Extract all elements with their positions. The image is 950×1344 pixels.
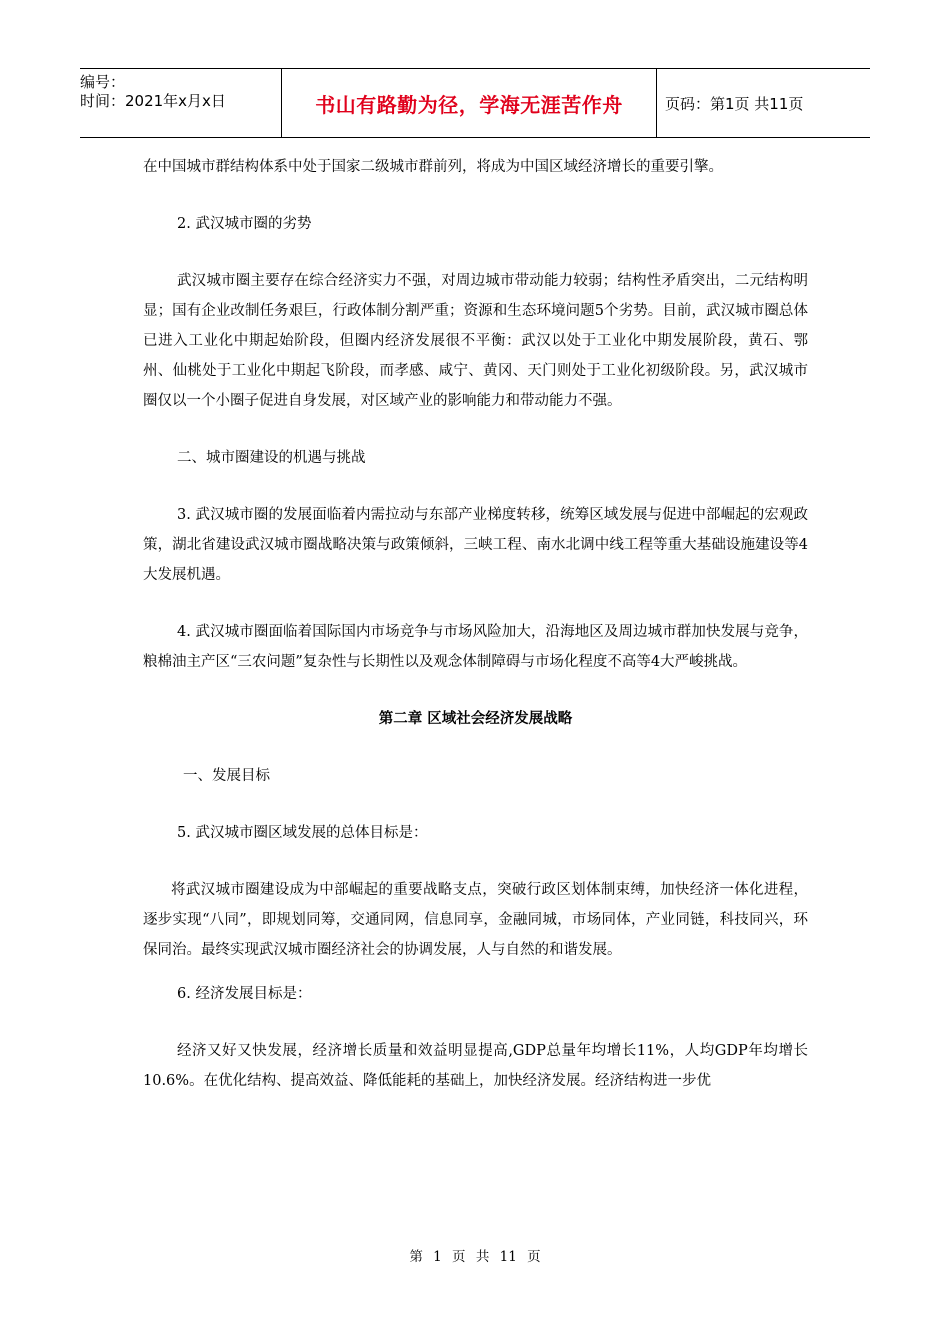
paragraph: 3. 武汉城市圈的发展面临着内需拉动与东部产业梯度转移，统筹区域发展与促进中部崛起的宏观政策，湖北省建设武汉城市圈战略决策与政策倾斜，三峡工程、南水北调中线工程等重大基础设施建设等4大发展机遇。: [143, 507, 808, 583]
section-heading: 一、发展目标: [183, 768, 270, 784]
section-heading: 5. 武汉城市圈区域发展的总体目标是：: [177, 825, 428, 841]
page-label: 页码：第1页 共11页: [665, 94, 804, 113]
page-footer: 第 1 页 共 11 页: [409, 1249, 541, 1265]
header-motto-cell: [282, 69, 657, 137]
paragraph: 将武汉城市圈建设成为中部崛起的重要战略支点，突破行政区划体制束缚，加快经济一体化进程，逐步实现“八同”，即规划同筹，交通同网，信息同享，金融同城，市场同体，产业同链，科技同兴，环保同治。最终实现武汉城市圈经济社会的协调发展，人与自然的和谐发展。: [143, 882, 808, 958]
section-heading: 2. 武汉城市圈的劣势: [177, 216, 312, 232]
paragraph: 4. 武汉城市圈面临着国际国内市场竞争与市场风险加大，沿海地区及周边城市群加快发展与竞争，粮棉油主产区“三农问题”复杂性与长期性以及观念体制障碍与市场化程度不高等4大严峻挑战。: [143, 624, 808, 670]
paragraph-continuation: 在中国城市群结构体系中处于国家二级城市群前列，将成为中国区域经济增长的重要引擎。: [143, 159, 723, 175]
date-label: 时间：2021年x月x日: [80, 92, 226, 110]
section-heading: 6. 经济发展目标是：: [177, 986, 312, 1002]
page-header: [80, 68, 870, 138]
section-heading: 二、城市圈建设的机遇与挑战: [177, 450, 366, 466]
chapter-title: 第二章 区域社会经济发展战略: [378, 711, 573, 727]
document-body: [143, 152, 808, 1096]
paragraph: 经济又好又快发展，经济增长质量和效益明显提高,GDP总量年均增长11%，人均GDP年均增长10.6%。在优化结构、提高效益、降低能耗的基础上，加快经济发展。经济结构进一步优: [143, 1043, 808, 1089]
motto: 书山有路勤为径，学海无涯苦作舟: [315, 92, 623, 117]
paragraph: 武汉城市圈主要存在综合经济实力不强，对周边城市带动能力较弱；结构性矛盾突出，二元结构明显；国有企业改制任务艰巨，行政体制分割严重；资源和生态环境问题5个劣势。目前，武汉城市圈总体已进入工业化中期起始阶段，但圈内经济发展很不平衡：武汉以处于工业化中期发展阶段，黄石、鄂州、仙桃处于工业化中期起飞阶段，而孝感、咸宁、黄冈、天门则处于工业化初级阶段。另，武汉城市圈仅以一个小圈子促进自身发展，对区域产业的影响能力和带动能力不强。: [143, 273, 808, 409]
number-label: 编号：: [80, 73, 126, 91]
header-page-cell: [657, 69, 870, 137]
header-info-cell: [80, 69, 282, 137]
